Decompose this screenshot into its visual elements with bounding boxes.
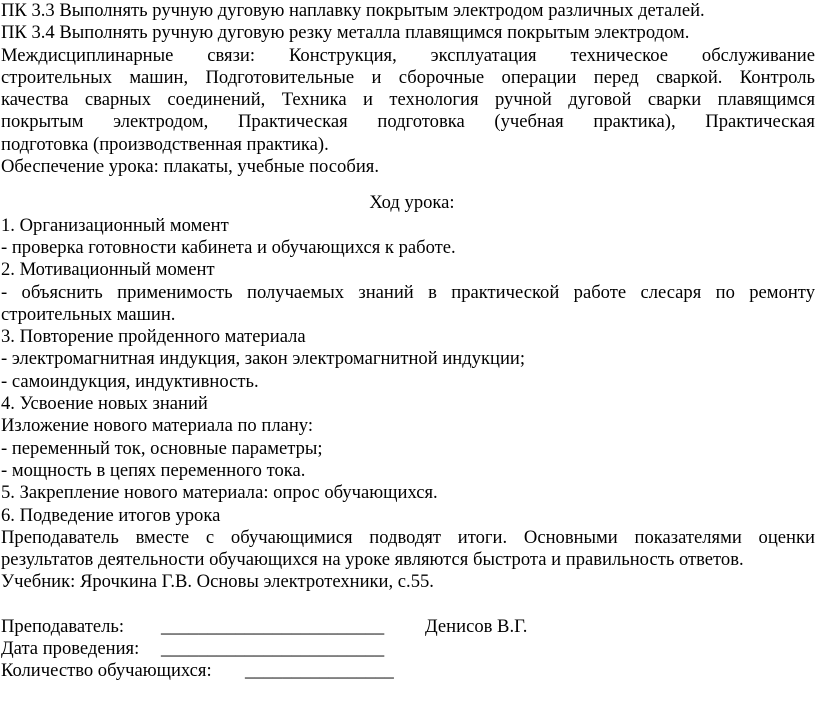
competency-3-3: ПК 3.3 Выполнять ручную дуговую наплавку покрытым электродом различных деталей. bbox=[1, 0, 705, 21]
teacher-blank: ________________________ bbox=[161, 615, 385, 637]
lesson-line: 4. Усвоение новых знаний bbox=[1, 393, 208, 415]
textbook-reference: Учебник: Ярочкина Г.В. Основы электротехники, с.55. bbox=[1, 571, 434, 593]
students-count-blank: ________________ bbox=[245, 660, 394, 682]
interdisciplinary-line: покрытым электродом, Практическая подготовка (учебная практика), Практическая bbox=[1, 111, 815, 133]
teacher-signature-row bbox=[1, 616, 815, 638]
lesson-steps bbox=[1, 215, 815, 527]
lesson-line: - мощность в цепях переменного тока. bbox=[1, 459, 306, 481]
interdisciplinary-line: строительных машин, Подготовительные и сборочные операции перед сваркой. Контроль bbox=[1, 66, 815, 88]
lesson-line: 1. Организационный момент bbox=[1, 214, 229, 236]
lesson-line: - проверка готовности кабинета и обучающихся к работе. bbox=[1, 236, 456, 258]
date-label: Дата проведения: bbox=[1, 638, 140, 660]
lesson-line: - электромагнитная индукция, закон электромагнитной индукции; bbox=[1, 348, 526, 370]
lesson-line: 2. Мотивационный момент bbox=[1, 259, 215, 281]
document-page bbox=[1, 0, 815, 683]
lesson-heading: Ход урока: bbox=[369, 192, 455, 214]
competency-3-4: ПК 3.4 Выполнять ручную дуговую резку металла плавящимся покрытым электродом. bbox=[1, 22, 690, 44]
lesson-line: - объяснить применимость получаемых знаний в практической работе слесаря по ремонту bbox=[1, 281, 815, 303]
students-count-row bbox=[1, 660, 815, 682]
teacher-label: Преподаватель: bbox=[1, 615, 125, 637]
date-blank: ________________________ bbox=[161, 638, 385, 660]
teacher-name: Денисов В.Г. bbox=[425, 615, 528, 637]
interdisciplinary-line: Междисциплинарные связи: Конструкция, эксплуатация техническое обслуживание bbox=[1, 44, 815, 66]
interdisciplinary-links bbox=[1, 45, 815, 156]
lesson-line: строительных машин. bbox=[1, 303, 176, 325]
lesson-provision: Обеспечение урока: плакаты, учебные пособия. bbox=[1, 156, 379, 178]
lesson-line: 5. Закрепление нового материала: опрос обучающихся. bbox=[1, 482, 438, 504]
lesson-line: - самоиндукция, индуктивность. bbox=[1, 370, 259, 392]
date-row bbox=[1, 638, 815, 660]
interdisciplinary-line: подготовка (производственная практика). bbox=[1, 133, 329, 155]
lesson-line: 3. Повторение пройденного материала bbox=[1, 326, 306, 348]
interdisciplinary-line: качества сварных соединений, Техника и технология ручной дуговой сварки плавящимся bbox=[1, 89, 815, 111]
lesson-line: Изложение нового материала по плану: bbox=[1, 415, 314, 437]
summary-line: результатов деятельности обучающихся на уроке являются быстрота и правильность ответов. bbox=[1, 549, 744, 571]
lesson-summary bbox=[1, 527, 815, 572]
summary-line: Преподаватель вместе с обучающимися подводят итоги. Основными показателями оценки bbox=[1, 526, 815, 548]
lesson-line: - переменный ток, основные параметры; bbox=[1, 437, 323, 459]
students-count-label: Количество обучающихся: bbox=[1, 660, 212, 682]
lesson-line: 6. Подведение итогов урока bbox=[1, 504, 221, 526]
